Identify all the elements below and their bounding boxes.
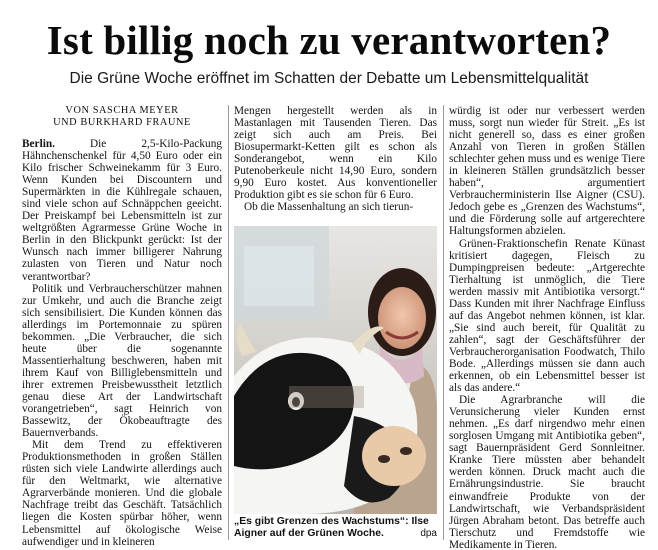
dateline: Berlin. [22,138,55,150]
column-rule-2 [443,105,444,540]
article-column-3 [449,105,645,550]
article-column-1 [22,138,222,548]
article-paragraph: Mengen hergestellt werden als in Mastanlagen mit Tausenden Tieren. Das zeigt sich auch am Preis. Bei Biosupermarkt-Ketten gilt es schon als Sonderangebot, wenn ein Kilo Putenoberkeule nicht 14,90 Euro, sondern 9,90 Euro kostet. Aus konventioneller Produktion gibt es sie schon für 6 Euro. [234,105,437,202]
article-paragraph: Grünen-Fraktionschefin Renate Künast kritisiert dagegen, Fleisch zu Dumpingpreisen bedeute: „Artgerechte Tierhaltung ist unmöglich, die Tiere werden massiv mit Antibiotika versorgt.“ Dass Kunden mit ihrer Nachfrage Einfluss auf das Angebot nehmen können, ist klar. „Sie sind auch bereit, für Qualität zu zahlen“, sagt der Geschäftsführer der Verbraucherorganisation Foodwatch, Thilo Bode. „Allerdings müssen sie dann auch erkennen, ob ein Lebensmittel besser ist als das andere.“ [449,237,645,395]
article-paragraph: Mit dem Trend zu effektiveren Produktionsmethoden in großen Ställen rüsten sich viele Landwirte allerdings auch für den Weltmarkt, wie alternative Agrarverbände monieren. Und die globale Nachfrage treibt das Geschäft. Tatsächlich liegen die Kosten spürbar höher, wenn Lebensmittel auf ökologische Weise aufwendiger und in kleineren [22,439,222,548]
article-paragraph [22,138,222,283]
news-photo [234,226,437,514]
article-paragraph: Politik und Verbraucherschützer mahnen zur Umkehr, und auch die Branche zeigt sich sensibilisiert. Die Kunden können das allerdings im Portemonnaie zu spüren bekommen. „Die Verbraucher, die sich heute über die sogenannte Massentierhaltung beschweren, haben mit ihrem Kauf von Billiglebensmitteln und ihrer extremen Preisbewusstheit letztlich genau diese Art der Landwirtschaft vorangetrieben“, sagt Heinrich von Bassewitz, der Ökobeauftragte des Bauernverbands. [22,282,222,440]
byline [22,105,222,129]
caption-text: „Es gibt Grenzen des Wachstums“: Ilse Aigner auf der Grünen Woche. [234,516,429,539]
column-rule-1 [228,105,229,540]
photo-illustration [234,226,437,514]
byline-author-2: UND BURKHARD FRAUNE [53,117,191,128]
article-paragraph: Die Agrarbranche will die Verunsicherung vieler Kunden ernst nehmen. „Es darf nirgendwo mehr einen sorglosen Umgang mit Antibiotika geben“, sagt Bauernpräsident Gerd Sonnleitner. Kranke Tiere müssten aber behandelt werden können. Druck macht auch die Ernährungsindustrie. Sie braucht einwandfreie Produkte von der Landwirtschaft, wie Verbandspräsident Jürgen Abraham betont. Das betreffe auch Tierschutz und Fremdstoffe wie Medikamente in Tieren. [449,394,645,550]
headline: Ist billig noch zu verantworten? [46,17,612,63]
article-paragraph: Ob die Massenhaltung an sich tierun- [244,201,414,214]
paragraph-text: Die 2,5-Kilo-Packung Hähnchenschenkel für 4,50 Euro oder ein Kilo frischer Schweinekamm für 3 Euro. Wenn Kunden bei Discountern und Supermärkten in die Kühlregale schauen, sind viele schon auf Schnäppchen geeicht. Der Preiskampf bei Lebensmitteln ist zur weltgrößten Agrarmesse Grüne Woche in Berlin in den Blickpunkt gerückt: Ist der Wunsch nach immer billigerer Nahrung zulasten von Tieren und Natur noch verantwortbar? [22,138,222,283]
photo-caption [234,516,437,540]
byline-author-1: VON SASCHA MEYER [65,105,179,116]
subheadline: Die Grüne Woche eröffnet im Schatten der Debatte um Lebensmittelqualität [69,70,589,87]
article-paragraph: würdig ist oder nur verbessert werden muss, sorgt nun wieder für Streit. „Es ist nicht generell so, dass es einer großen Anzahl von Tieren in großen Ställen schlechter gehen muss und es wenige Tiere in kleineren Ställen grundsätzlich besser haben“, argumentiert Verbraucherministerin Ilse Aigner (CSU). Jedoch gebe es „Grenzen des Wachstums“, und die Förderung solle auf artgerechtere Haltungsformen abzielen. [449,105,645,238]
photo-credit: dpa [420,528,437,539]
article-column-2 [234,105,437,213]
